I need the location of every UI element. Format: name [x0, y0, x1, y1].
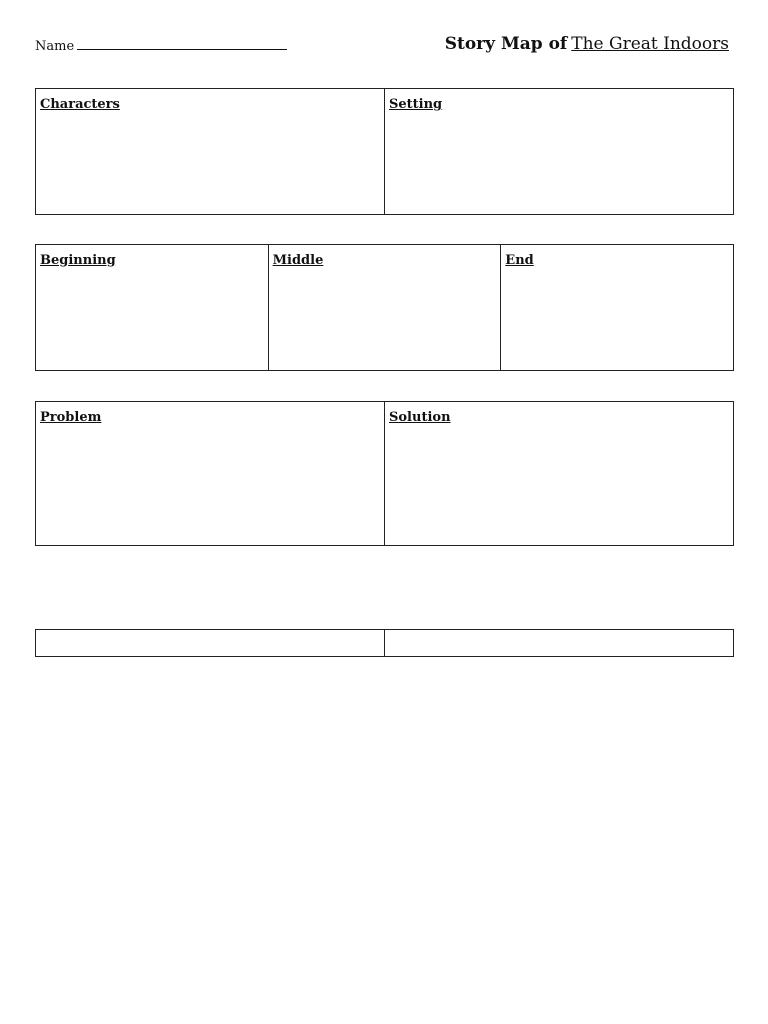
end-label: End	[505, 253, 534, 268]
beginning-label: Beginning	[40, 253, 116, 268]
name-label: Name	[35, 39, 75, 54]
blank-box-right[interactable]	[385, 630, 734, 657]
solution-label: Solution	[389, 410, 451, 425]
worksheet-title	[445, 34, 729, 54]
end-box[interactable]	[501, 245, 734, 371]
characters-label: Characters	[40, 97, 120, 112]
beginning-box[interactable]	[36, 245, 269, 371]
setting-label: Setting	[389, 97, 443, 112]
characters-box[interactable]	[36, 89, 385, 215]
name-blank-line[interactable]	[77, 39, 287, 50]
plot-sequence-table	[35, 244, 734, 371]
worksheet-header	[35, 34, 734, 58]
problem-label: Problem	[40, 410, 102, 425]
middle-label: Middle	[272, 253, 324, 268]
middle-box[interactable]	[268, 245, 501, 371]
setting-box[interactable]	[385, 89, 734, 215]
book-title: The Great Indoors	[571, 34, 729, 54]
problem-box[interactable]	[36, 402, 385, 546]
problem-solution-table	[35, 401, 734, 546]
characters-setting-table	[35, 88, 734, 215]
solution-box[interactable]	[385, 402, 734, 546]
extra-blank-table	[35, 629, 734, 657]
title-label: Story Map of	[444, 34, 568, 54]
name-field[interactable]	[35, 39, 287, 54]
blank-box-left[interactable]	[36, 630, 385, 657]
